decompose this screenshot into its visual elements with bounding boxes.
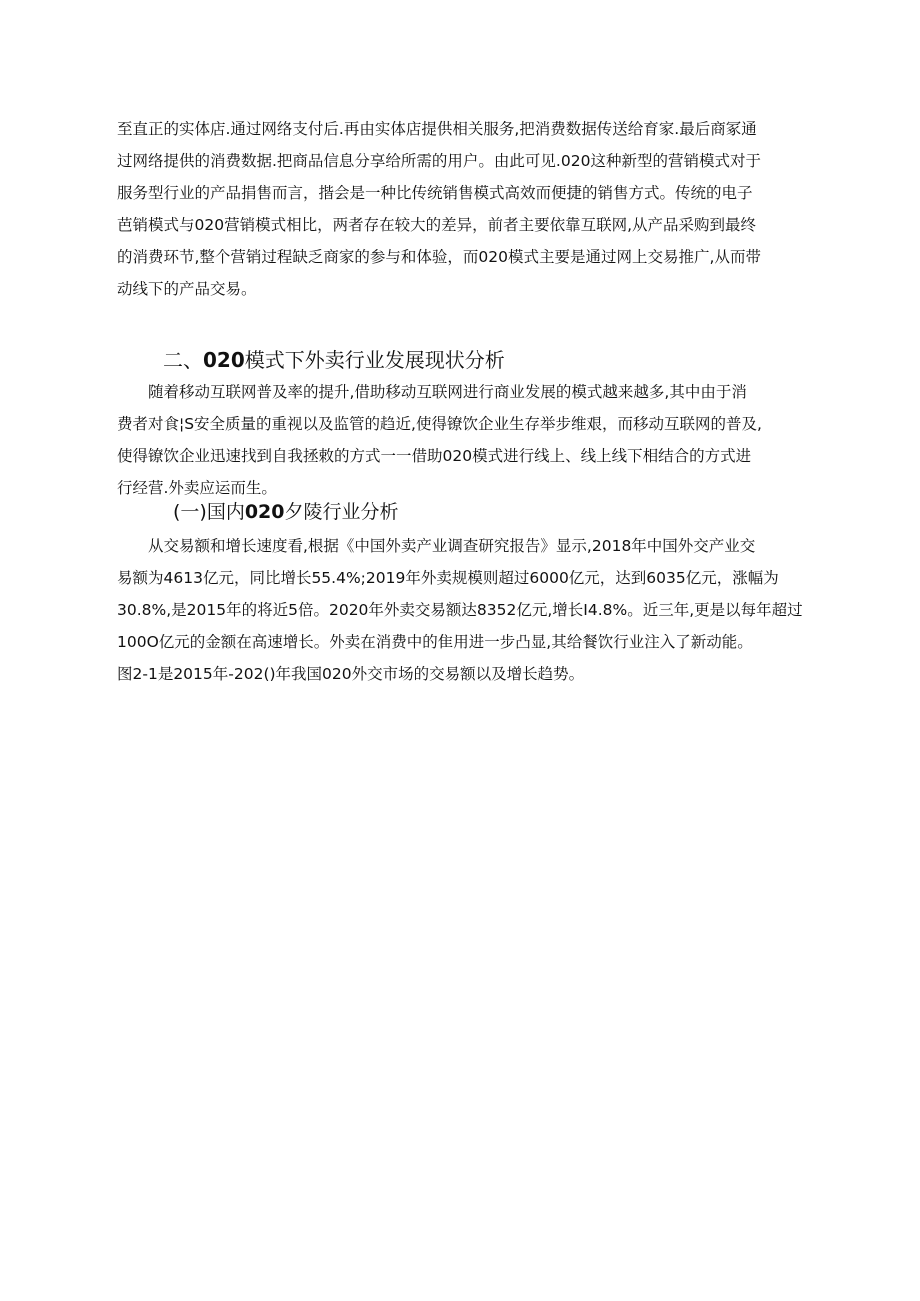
paragraph-line: 动线下的产品交易。 [117, 280, 257, 298]
heading-text: 模式下外卖行业发展现状分析 [244, 348, 505, 372]
paragraph-line: 图2-1是2015年-202()年我国020外交市场的交易额以及增长趋势。 [117, 665, 585, 683]
heading-prefix: (一)国内 [173, 501, 245, 523]
paragraph-line: 30.8%,是2015年的将近5倍。2020年外卖交易额达8352亿元,增长I4.8%。近三年,更是以每年超过 [117, 601, 803, 619]
subsection-heading-1 [173, 498, 399, 526]
heading-number: 020 [244, 501, 285, 523]
paragraph-line: 芭销模式与020营销模式相比，两者存在较大的差异，前者主要依靠互联网,从产品采购到最终 [117, 216, 757, 234]
section-2-paragraph [117, 376, 807, 504]
paragraph-line: 的消费环节,整个营销过程缺乏商家的参与和体验，而020模式主要是通过网上交易推广,从而带 [117, 248, 761, 266]
paragraph-line: 易额为4613亿元，同比增长55.4%;2019年外卖规模则超过6000亿元，达到6035亿元，涨幅为 [117, 569, 779, 587]
paragraph-line: 过网络提供的消费数据.把商品信息分享给所需的用户。由此可见.020这种新型的营销模式对于 [117, 152, 761, 170]
paragraph-line: 至直正的实体店.通过网络支付后.再由实体店提供相关服务,把消费数据传送给育家.最后商冢通 [117, 120, 757, 138]
paragraph-line: 费者对食¦S安全质量的重视以及监管的趋近,使得镣饮企业生存举步维艰，而移动互联网的普及, [117, 415, 762, 433]
paragraph-line: 从交易额和增长速度看,根据《中国外卖产业调查研究报告》显示,2018年中国外交产业交 [148, 537, 756, 555]
section-heading-2 [163, 346, 505, 374]
paragraph-line: 随着移动互联网普及率的提升,借助移动互联网进行商业发展的模式越来越多,其中由于消 [148, 383, 747, 401]
paragraph-line: 服务型行业的产品捐售而言，揩会是一种比传统销售模式高效而便捷的销售方式。传统的电子 [117, 184, 753, 202]
paragraph-line: 使得镣饮企业迅速找到自我拯敕的方式一一借助020模式进行线上、线上线下相结合的方式进 [117, 447, 752, 465]
paragraph-line: 100O亿元的金额在高速增长。外卖在消费中的隹用进一步凸显,其给餐饮行业注入了新动能。 [117, 633, 753, 651]
paragraph-line: 行经营.外卖应运而生。 [117, 479, 277, 497]
heading-prefix: 二、 [163, 348, 203, 372]
heading-number: 020 [203, 348, 245, 372]
subsection-1-paragraph [117, 530, 807, 690]
heading-text: 夕陵行业分析 [284, 501, 399, 523]
intro-paragraph [117, 113, 807, 305]
